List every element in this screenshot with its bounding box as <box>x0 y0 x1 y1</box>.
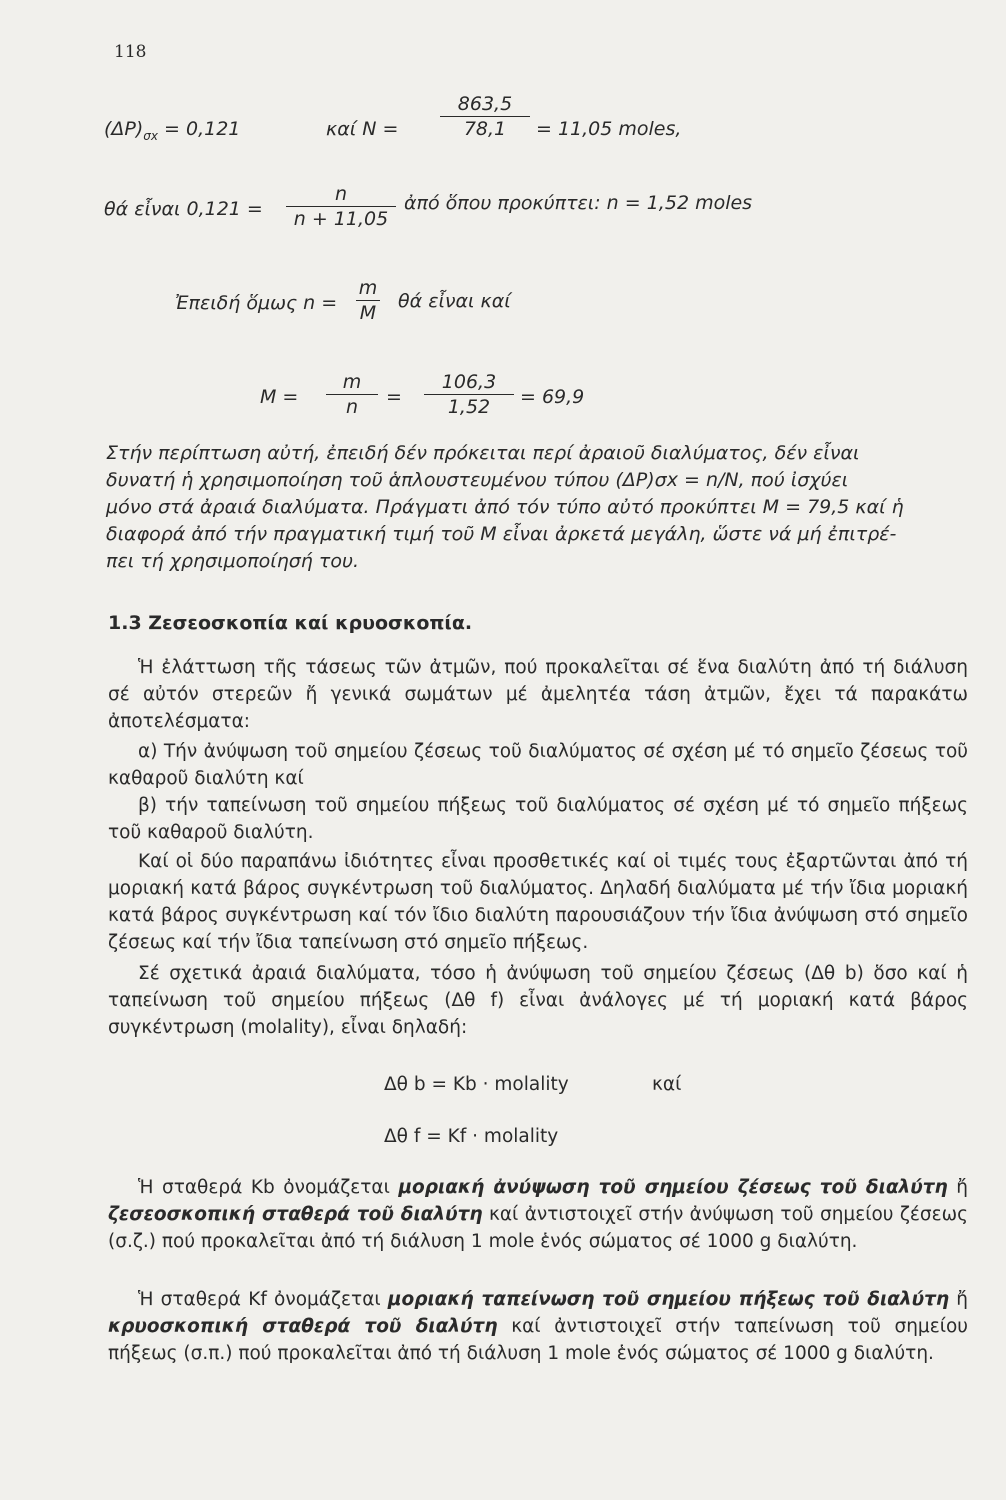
def-text: Ἡ σταθερά Kf ὀνομάζεται <box>138 1289 388 1310</box>
def-term: κρυοσκοπική σταθερά τοῦ διαλύτη <box>108 1316 498 1337</box>
ebullioscopic-definition <box>108 1174 968 1255</box>
body-paragraph-beta: β) τήν ταπείνωση τοῦ σημείου πήξεως τοῦ διαλύματος σέ σχέση μέ τό σημεῖο πήξεως τοῦ καθαροῦ διαλύτη. <box>108 795 968 843</box>
delta-p-value: = 0,121 <box>158 118 241 140</box>
molar-mass-fraction <box>424 370 514 419</box>
n-result: = 11,05 moles, <box>536 118 682 140</box>
italic-paragraph <box>106 440 966 575</box>
body-paragraph-alpha: α) Τήν ἀνύψωση τοῦ σημείου ζέσεως τοῦ διαλύματος σέ σχέση μέ τό σημεῖο ζέσεως τοῦ καθαροῦ διαλύτη καί <box>108 741 968 789</box>
m-numerator: m <box>342 371 362 393</box>
boiling-point-equation: Δθ b = Kb · molality <box>384 1074 569 1095</box>
n-numerator: 863,5 <box>457 93 513 115</box>
mole-fraction-numerator: n <box>334 183 348 205</box>
m-over-M-fraction <box>356 276 380 325</box>
molar-mass-numerator: 106,3 <box>441 371 497 393</box>
will-be-label: θά εἶναι καί <box>398 290 511 312</box>
delta-p-subscript: σx <box>143 128 158 143</box>
n-label: καί N = <box>326 118 399 140</box>
body-paragraph-properties: Καί οἱ δύο παραπάνω ἰδιότητες εἶναι προσθετικές καί οἱ τιμές τους ἐξαρτῶνται ἀπό τή μοριακή κατά βάρος συγκέντρωση τοῦ διαλύματος. Δηλαδή διαλύματα μέ τήν ἴδια μοριακή κατά βάρος συγκέντρωση καί τόν ἴδιο διαλύτη παρουσιάζουν τήν ἴδια ἀνύψωση στό σημεῖο ζέσεως καί τήν ἴδια ταπείνωση στό σημεῖο πήξεως. <box>108 851 968 953</box>
def-text: ἤ <box>949 1289 968 1310</box>
italic-line: διαφορά ἀπό τήν πραγματική τιμή τοῦ M εἶναι ἀρκετά μεγάλη, ὥστε νά μή ἐπιτρέ- <box>106 523 897 545</box>
molar-mass-denominator: 1,52 <box>447 396 491 418</box>
def-text: Ἡ σταθερά Kb ὀνομάζεται <box>138 1177 399 1198</box>
mole-fraction-fraction <box>286 182 396 231</box>
cryoscopic-definition <box>108 1286 968 1367</box>
n-fraction <box>440 92 530 141</box>
italic-line: δυνατή ἡ χρησιμοποίηση τοῦ ἁπλουστευμένου τύπου (ΔP)σx = n/N, πού ἰσχύει <box>106 469 849 491</box>
M-label: M = <box>260 386 299 408</box>
n-denominator: 78,1 <box>463 118 507 140</box>
and-label: καί <box>652 1074 682 1095</box>
def-text: ἤ <box>947 1177 969 1198</box>
mole-fraction-equation-left: θά εἶναι 0,121 = <box>104 198 263 220</box>
body-paragraph-dilute: Σέ σχετικά ἀραιά διαλύματα, τόσο ἡ ἀνύψωση τοῦ σημείου ζέσεως (Δθ b) ὅσο καί ἡ ταπείνωση τοῦ σημείου πήξεως (Δθ f) εἶναι ἀνάλογες μέ τή μοριακή κατά βάρος συγκέντρωση (molality), εἶναι δηλαδή: <box>108 963 968 1038</box>
italic-line: Στήν περίπτωση αὐτή, ἐπειδή δέν πρόκειται περί ἀραιοῦ διαλύματος, δέν εἶναι <box>106 442 860 464</box>
def-term: μοριακή ἀνύψωση τοῦ σημείου ζέσεως τοῦ διαλύτη <box>398 1177 948 1198</box>
m-numerator: m <box>358 277 378 299</box>
def-term: ζεσεοσκοπική σταθερά τοῦ διαλύτη <box>108 1204 483 1225</box>
def-text: καί ἀντιστοιχεῖ στήν ἀνύψωση τοῦ σημείου ζέσεως (σ.ζ.) πού προκαλεῖται ἀπό τή διάλυση 1 mole ἑνός σώματος σέ 1000 g διαλύτη. <box>108 1204 968 1252</box>
italic-line: πει τή χρησιμοποίησή του. <box>106 550 359 572</box>
vapor-pressure-value <box>104 118 240 143</box>
delta-p-label: (ΔP) <box>104 118 144 140</box>
molar-mass-result: = 69,9 <box>520 386 585 408</box>
m-over-n-fraction <box>326 370 378 419</box>
since-label: Ἐπειδή ὅμως n = <box>175 292 338 314</box>
italic-line: μόνο στά ἀραιά διαλύματα. Πράγματι ἀπό τόν τύπο αὐτό προκύπτει M = 79,5 καί ἡ <box>106 496 904 518</box>
body-paragraph-intro: Ἡ ἐλάττωση τῆς τάσεως τῶν ἀτμῶν, πού προκαλεῖται σέ ἕνα διαλύτη ἀπό τή διάλυση σέ αὐτόν στερεῶν ἤ γενικά σωμάτων μέ ἀμελητέα τάση ἀτμῶν, ἔχει τά παρακάτω ἀποτελέσματα: <box>108 657 968 732</box>
M-denominator: M <box>359 302 377 324</box>
page-number: 118 <box>114 42 147 62</box>
freezing-point-equation: Δθ f = Kf · molality <box>384 1126 559 1147</box>
mole-fraction-result: ἀπό ὅπου προκύπτει: n = 1,52 moles <box>404 192 753 214</box>
mole-fraction-denominator: n + 11,05 <box>293 208 389 230</box>
def-text: καί ἀντιστοιχεῖ στήν ταπείνωση τοῦ σημείου πήξεως (σ.π.) πού προκαλεῖται ἀπό τή διάλυση 1 mole ἑνός σώματος σέ 1000 g διαλύτη. <box>108 1316 968 1364</box>
section-heading: 1.3 Ζεσεοσκοπία καί κρυοσκοπία. <box>108 612 473 634</box>
def-term: μοριακή ταπείνωση τοῦ σημείου πήξεως τοῦ διαλύτη <box>387 1289 950 1310</box>
equals-sign: = <box>386 386 402 408</box>
n-denominator: n <box>345 396 359 418</box>
